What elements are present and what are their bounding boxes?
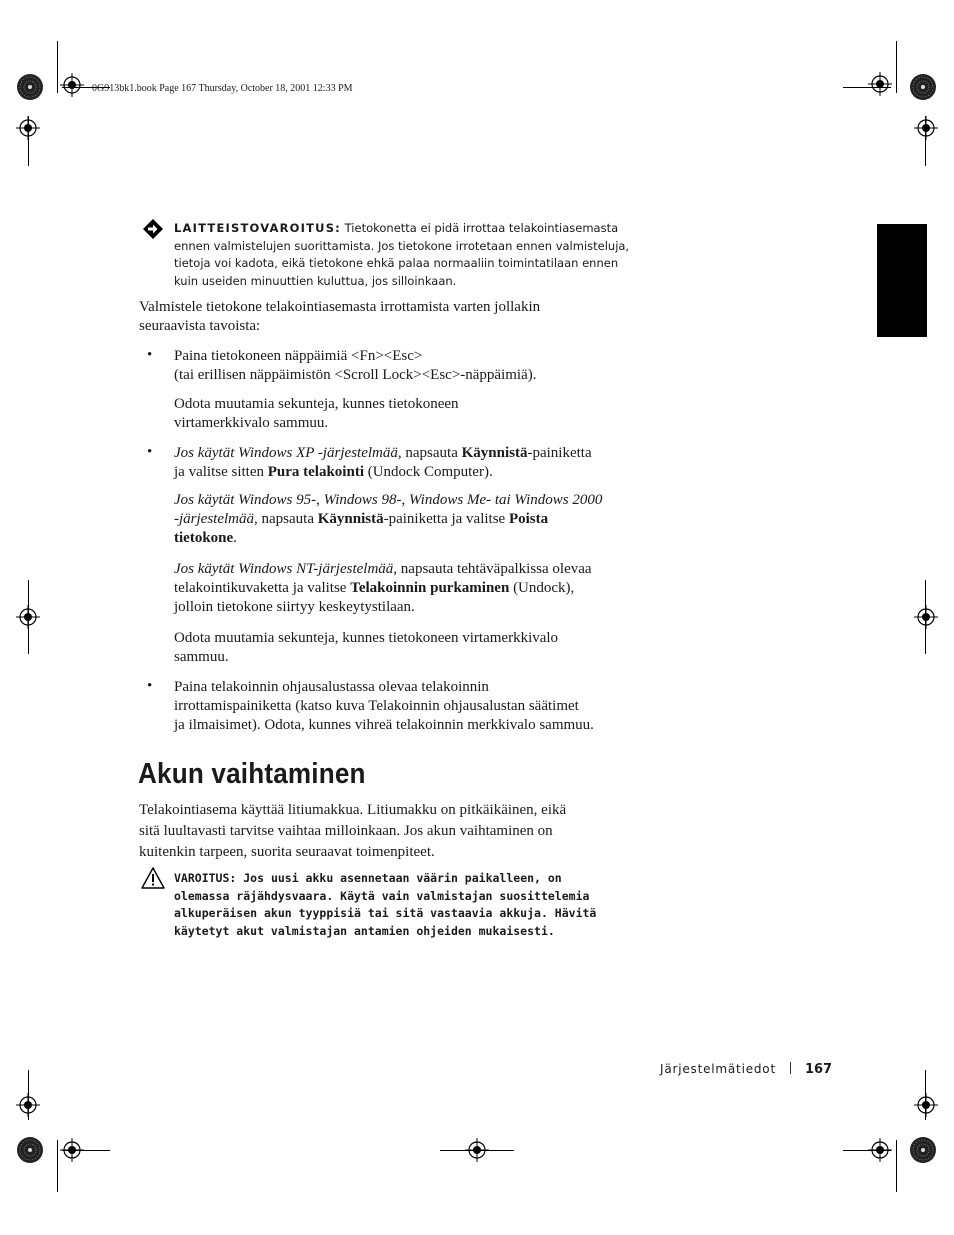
page-footer	[660, 1062, 832, 1077]
chapter-thumb-tab	[877, 224, 927, 337]
os-name: Windows 98-	[323, 492, 402, 508]
text-run: ,	[401, 492, 410, 508]
text-run: telakointikuvaketta ja valitse	[174, 580, 351, 596]
warning-line: Jos uusi akku asennetaan väärin paikalleen, on	[243, 871, 562, 885]
bullet-marker: •	[147, 444, 153, 460]
battery-line: sitä luultavasti tarvitse vaihtaa milloinkaan. Jos akun vaihtaminen on	[139, 823, 553, 839]
ui-term: Pura telakointi	[267, 464, 364, 480]
ui-term: Käynnistä	[461, 445, 528, 461]
os-name: -järjestelmää	[174, 511, 254, 527]
os-name: Jos käytät Windows NT-järjestelmää	[174, 561, 394, 577]
text-run: -painiketta	[527, 445, 592, 461]
wait-line: virtamerkkivalo sammuu.	[174, 415, 329, 431]
bullet-marker: •	[147, 678, 153, 694]
print-header-line: 0G913bk1.book Page 167 Thursday, October 18, 2001 12:33 PM	[92, 83, 353, 94]
os-name: Jos käytät Windows XP -järjestelmää	[174, 445, 398, 461]
text-run: (Undock),	[509, 580, 575, 596]
notice-line: Tietokonetta ei pidä irrottaa telakointiasemasta	[344, 221, 619, 235]
bullet1-wait-text	[174, 395, 459, 433]
page-number: 167	[804, 1062, 833, 1077]
intro-line: Valmistele tietokone telakointiasemasta irrottamista varten jollakin	[139, 299, 541, 315]
battery-warning	[174, 870, 644, 940]
text-run: ,	[316, 492, 324, 508]
wait-line: Odota muutamia sekunteja, kunnes tietokoneen virtamerkkivalo	[174, 630, 559, 646]
os-name: Windows Me- tai Windows 2000	[409, 492, 603, 508]
text-run: .	[233, 530, 237, 546]
intro-paragraph	[139, 298, 540, 336]
bullet-item-undock-button	[174, 678, 594, 735]
text-run: ja valitse sitten	[174, 464, 268, 480]
battery-line: Telakointiasema käyttää litiumakkua. Litiumakku on pitkäikäinen, eikä	[139, 802, 567, 818]
bullet-item-windows-xp	[174, 444, 592, 482]
bullet-line: irrottamispainiketta (katso kuva Telakoinnin ohjausalustan säätimet	[174, 698, 579, 714]
text-run: -painiketta ja valitse	[383, 511, 509, 527]
ui-term: Telakoinnin purkaminen	[350, 580, 510, 596]
text-run: , napsauta	[397, 445, 462, 461]
text-run: , napsauta tehtäväpalkissa olevaa	[393, 561, 592, 577]
ui-term: tietokone	[174, 530, 234, 546]
bullet-line: ja ilmaisimet). Odota, kunnes vihreä telakoinnin merkkivalo sammuu.	[174, 717, 594, 733]
warning-triangle-icon	[140, 866, 166, 890]
bullet-line: (tai erillisen näppäimistön <Scroll Lock><Esc>-näppäimiä).	[174, 367, 537, 383]
section-title: Akun vaihtaminen	[138, 758, 366, 790]
notice-line: kuin useiden minuuttien kuluttua, jos silloinkaan.	[174, 273, 457, 288]
notice-label: LAITTEISTOVAROITUS:	[174, 221, 341, 235]
ui-term: Käynnistä	[317, 511, 384, 527]
warning-line: käytetyt akut valmistajan antamien ohjeiden mukaisesti.	[174, 923, 555, 938]
text-run: jolloin tietokone siirtyy keskeytystilaan.	[174, 599, 415, 615]
hardware-notice	[174, 220, 634, 290]
battery-line: kuitenkin tarpeen, suorita seuraavat toimenpiteet.	[139, 844, 435, 860]
bullet-marker: •	[147, 347, 153, 363]
warning-line: alkuperäisen akun tyyppisiä tai sitä vastaavia akkuja. Hävitä	[174, 906, 597, 920]
warning-line: olemassa räjähdysvaara. Käytä vain valmistajan suosittelemia	[174, 888, 590, 903]
os-name: Jos käytät Windows 95-	[174, 492, 317, 508]
windows-9x-paragraph	[174, 491, 602, 548]
notice-arrow-icon	[141, 218, 165, 240]
footer-section-name: Järjestelmätiedot	[660, 1062, 776, 1076]
warning-label: VAROITUS:	[174, 871, 237, 885]
battery-paragraph	[139, 800, 566, 863]
wait-line: Odota muutamia sekunteja, kunnes tietokoneen	[174, 396, 459, 412]
bullet-line: Paina telakoinnin ohjausalustassa olevaa telakoinnin	[174, 679, 489, 695]
text-run: (Undock Computer).	[363, 464, 493, 480]
intro-line: seuraavista tavoista:	[139, 318, 261, 334]
bullet-line: Paina tietokoneen näppäimiä <Fn><Esc>	[174, 348, 423, 364]
windows-nt-paragraph	[174, 560, 592, 617]
bullet-item-keyboard	[174, 347, 537, 385]
footer-separator	[790, 1062, 791, 1074]
text-run: , napsauta	[254, 511, 318, 527]
notice-line: ennen valmistelujen suorittamista. Jos tietokone irrotetaan ennen valmisteluja,	[174, 238, 630, 253]
ui-term: Poista	[508, 511, 549, 527]
bullet2-wait-text	[174, 629, 558, 667]
wait-line: sammuu.	[174, 649, 229, 665]
notice-line: tietoja voi kadota, eikä tietokone ehkä palaa normaaliin toimintatilaan ennen	[174, 256, 619, 270]
